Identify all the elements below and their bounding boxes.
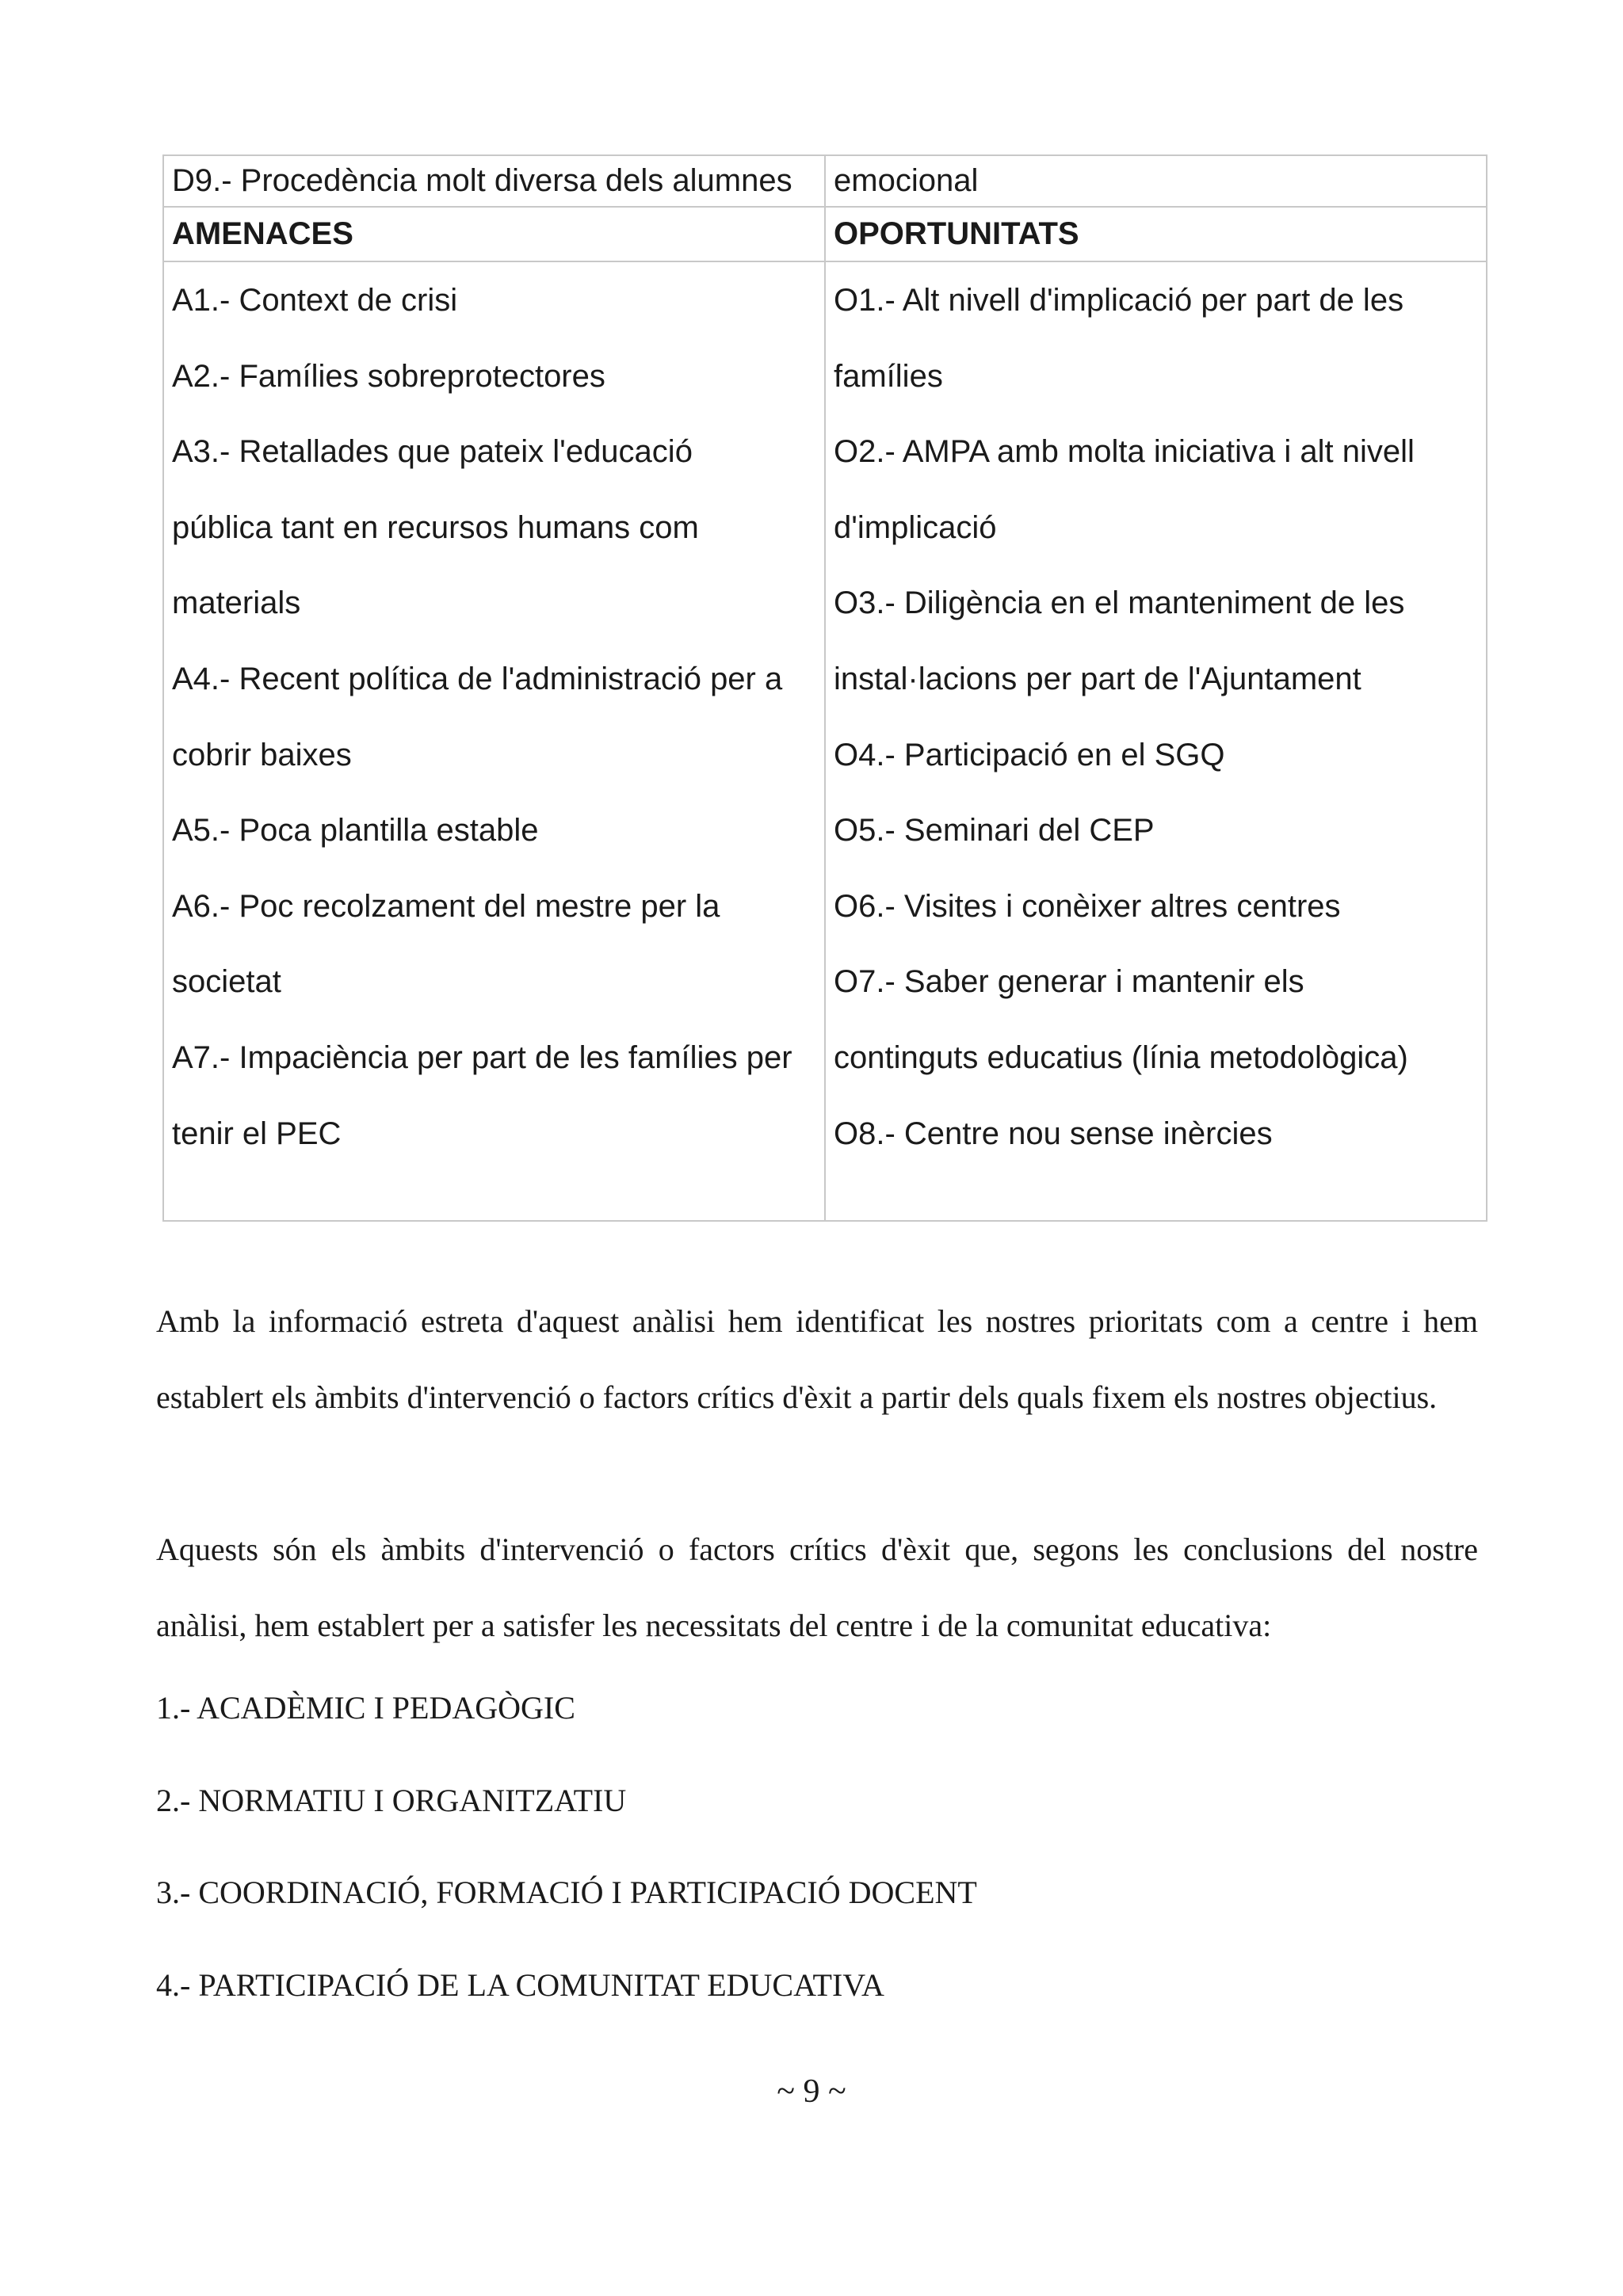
list-item: 3.- COORDINACIÓ, FORMACIÓ I PARTICIPACIÓ DOCENT [156,1875,977,1910]
table-header-row [163,207,1487,261]
oportunitats-line: O2.- AMPA amb molta iniciativa i alt nivell [834,434,1415,470]
amenaces-line: tenir el PEC [172,1116,342,1151]
intervention-areas-list [156,1662,977,2031]
list-item: 1.- ACADÈMIC I PEDAGÒGIC [156,1690,575,1726]
page-number: ~ 9 ~ [777,2073,846,2110]
cell-d9-right: emocional [825,155,1487,207]
table-body-row [163,261,1487,1221]
oportunitats-line: famílies [834,358,943,394]
amenaces-line: A4.- Recent política de l'administració per a [172,661,783,696]
oportunitats-line: d'implicació [834,509,997,545]
amenaces-line: A3.- Retallades que pateix l'educació [172,434,693,470]
oportunitats-line: O6.- Visites i conèixer altres centres [834,888,1341,924]
amenaces-line: cobrir baixes [172,737,352,772]
oportunitats-line: continguts educatius (línia metodològica) [834,1039,1408,1075]
amenaces-line: A1.- Context de crisi [172,283,458,318]
amenaces-line: A2.- Famílies sobreprotectores [172,358,605,394]
oportunitats-line: O3.- Diligència en el manteniment de les [834,585,1405,621]
cell-d9-left: D9.- Procedència molt diversa dels alumnes [163,155,825,207]
amenaces-line: societat [172,964,281,1000]
oportunitats-line: O4.- Participació en el SGQ [834,737,1225,772]
dafo-table [162,154,1487,1222]
list-item: 4.- PARTICIPACIÓ DE LA COMUNITAT EDUCATIVA [156,1966,884,2003]
oportunitats-line: instal·lacions per part de l'Ajuntament [834,661,1361,696]
paragraph-areas-intro: Aquests són els àmbits d'intervenció o factors crítics d'èxit que, segons les conclusions del nostre anàlisi, hem establert per a satisfer les necessitats del centre i de la comunitat educativa: [156,1531,1478,1643]
header-amenaces: AMENACES [163,207,825,261]
oportunitats-line: O1.- Alt nivell d'implicació per part de les [834,283,1404,318]
amenaces-line: A5.- Poca plantilla estable [172,813,539,849]
amenaces-line: A6.- Poc recolzament del mestre per la [172,888,720,924]
paragraph-analysis: Amb la informació estreta d'aquest anàlisi hem identificat les nostres prioritats com a centre i hem establert els àmbits d'intervenció o factors crítics d'èxit a partir dels quals fixem els nostres objectius. [156,1303,1478,1415]
oportunitats-line: O5.- Seminari del CEP [834,813,1155,849]
amenaces-cell [163,261,825,1221]
amenaces-line: materials [172,585,301,621]
oportunitats-line: O8.- Centre nou sense inèrcies [834,1116,1273,1151]
oportunitats-cell [825,261,1487,1221]
amenaces-line: pública tant en recursos humans com [172,509,699,545]
header-oportunitats: OPORTUNITATS [825,207,1487,261]
list-item: 2.- NORMATIU I ORGANITZATIU [156,1782,627,1818]
amenaces-line: A7.- Impaciència per part de les famílies per [172,1039,792,1075]
oportunitats-line: O7.- Saber generar i mantenir els [834,964,1304,1000]
table-row-d9 [163,155,1487,207]
